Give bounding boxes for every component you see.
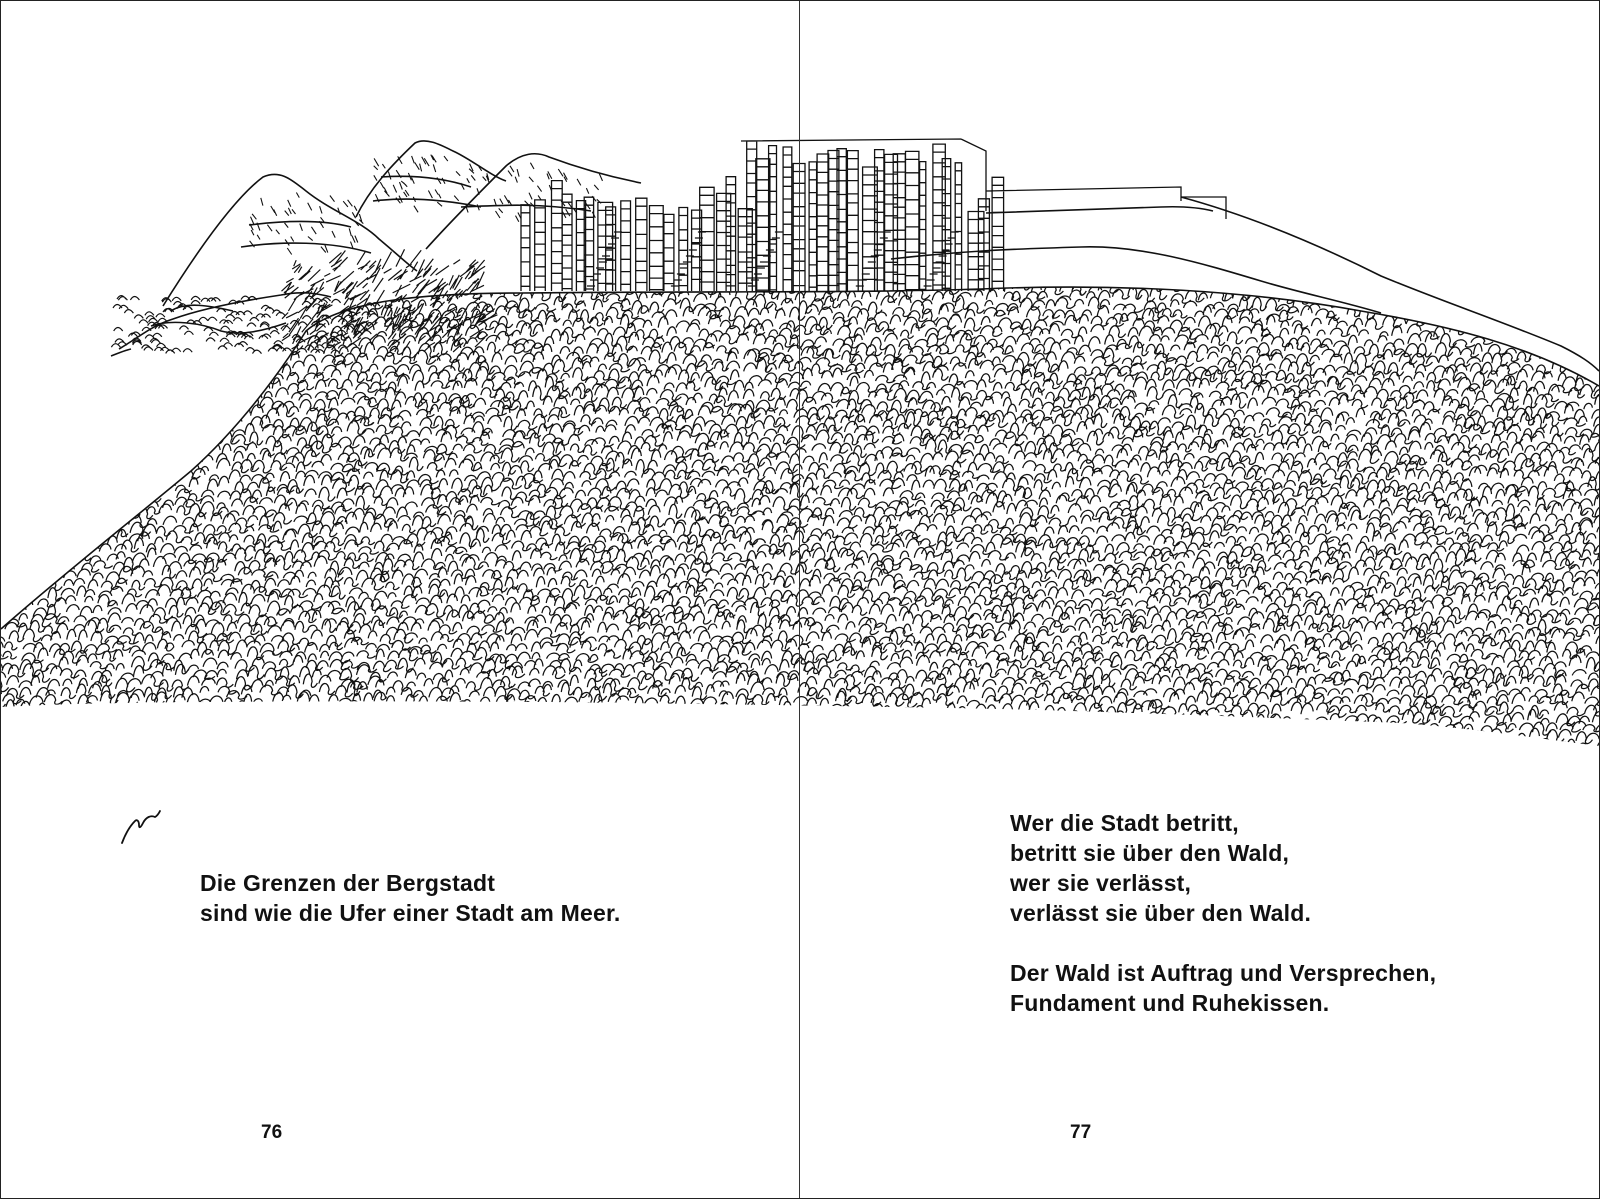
poem-line: Der Wald ist Auftrag und Versprechen, — [1010, 960, 1437, 986]
page-number-right: 77 — [1070, 1122, 1092, 1143]
right-page-stanza-2 — [1010, 958, 1436, 1018]
bird-sketch-icon — [119, 807, 167, 847]
city-buildings — [521, 139, 1226, 291]
page-number-left: 76 — [261, 1122, 283, 1143]
poem-line: Fundament und Ruhekissen. — [1010, 990, 1330, 1016]
poem-line: verlässt sie über den Wald. — [1010, 900, 1312, 926]
poem-line: sind wie die Ufer einer Stadt am Meer. — [200, 900, 621, 926]
right-page-stanza-1 — [1010, 808, 1311, 928]
poem-line: betritt sie über den Wald, — [1010, 840, 1290, 866]
hill-city — [521, 139, 1226, 291]
book-gutter — [799, 1, 800, 1198]
forest-texture — [1, 277, 1599, 755]
forest-hill-city-illustration — [1, 1, 1599, 761]
poem-line: wer sie verlässt, — [1010, 870, 1192, 896]
mountain-hatching — [250, 155, 603, 255]
forest-scribble — [1, 277, 1599, 755]
ink-drawing — [1, 1, 1599, 761]
left-page-poem — [200, 868, 620, 928]
mountain-hatch-strokes — [250, 155, 603, 255]
poem-line: Die Grenzen der Bergstadt — [200, 870, 496, 896]
poem-line: Wer die Stadt betritt, — [1010, 810, 1239, 836]
